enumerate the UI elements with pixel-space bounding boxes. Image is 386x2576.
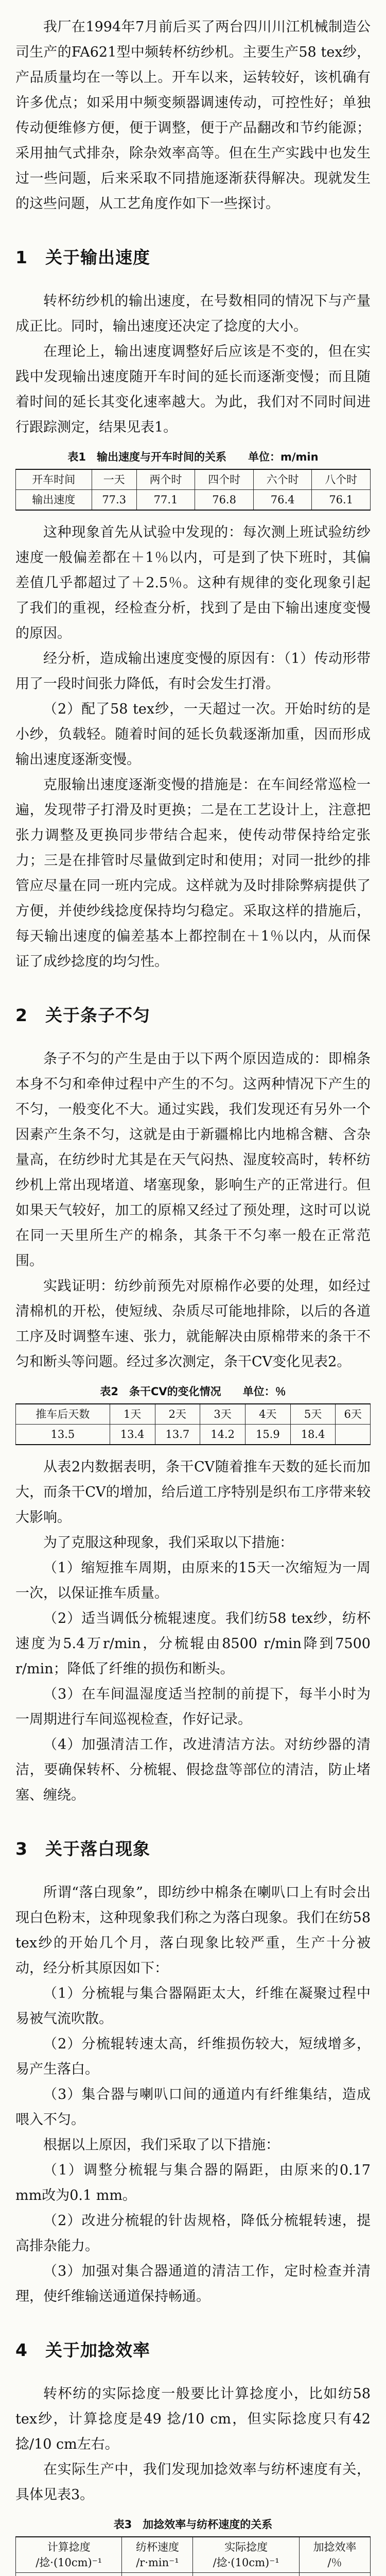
paragraph: 条子不匀的产生是由于以下两个原因造成的：即棉条本身不匀和牵伸过程中产生的不匀。这两种情况下产生的不匀，一般变化不大。通过实践，我们发现还有另外一个因素产生条不匀，这就是由于新疆棉比内地棉含糖、含杂量高，在纺纱时尤其是在天气闷热、湿度较高时，转杯纺纱机上常出现堵道、堵塞现象，影响生产的正常进行。但如果天气较好，加工的原棉又经过了预处理，这时可以说在同一天里所生产的棉条，其条干不匀率一般在正常范围。 [15,1051,371,1269]
paragraph: 克服输出速度逐渐变慢的措施是：在车间经常巡检一遍，发现带子打滑及时更换；二是在工艺设计上，注意把张力调整及更换同步带结合起来，使传动带保持给定张力；三是在排管时尽量做到定时和使用；对同一批纱的排管应尽量在同一班内完成。这样就为及时排除弊病提供了方便，并使纱线捻度保持均匀稳定。采取这样的措施后，每天输出速度的偏差基本上都控制在＋1％以内，从而保证了成纱捻度的均匀性。 [15,777,371,970]
table-header-cell: 四个时 [195,469,254,490]
table-header-cell: 纺杯速度 /r·min⁻¹ [122,2537,193,2573]
table-header-cell: 一天 [92,469,136,490]
list-item: （3）在车间温湿度适当控制的前提下，每半小时为一周期进行车间巡视检查，作好记录。 [15,1686,371,1727]
table-1 [15,469,371,511]
table-cell [299,2573,370,2576]
paragraph: 根据以上原因，我们采取了以下措施： [43,2137,279,2153]
section-heading [15,1838,371,1860]
list-item: （1）分梳辊与集合器隔距太大，纤维在凝聚过程中易被气流吹散。 [15,1986,371,2027]
table-cell: 13.7 [155,1425,200,1445]
list-item: （2）改进分梳辊的针齿规格，降低分梳辊转速，提高排杂能力。 [15,2213,371,2254]
table-header-cell: 3天 [200,1404,245,1425]
paragraph: 这种现象首先从试验中发现的：每次测上班试验纺纱速度一般偏差都在＋1％以内，可是到了快下班时，其偏差值几乎都超过了＋2.5％。这种有规律的变化现象引起了我们的重视，经检查分析，找到了是由下输出速度变慢的原因。 [15,524,371,641]
section-title: 关于条子不匀 [45,1005,150,1025]
table-cell: 76.4 [253,490,312,511]
list-item: （1）调整分梳辊与集合器的隔距，由原来的0.17 mm改为0.1 mm。 [15,2162,371,2204]
list-item: （4）加强清洁工作，改进清洁方法。对纺纱器的清洁，要确保转杯、分梳辊、假捻盘等部位的清洁，防止堵塞、缠绕。 [15,1737,371,1803]
table-header-cell: 1天 [110,1404,155,1425]
paragraph: 在实际生产中，我们发现加捻效率与纺杯速度有关，具体见表3。 [15,2462,371,2503]
table-cell: 77.3 [92,490,136,511]
table-cell [122,2573,193,2576]
table-cell [336,1425,371,1445]
table-cell [193,2573,299,2576]
table-cell: 15.9 [245,1425,290,1445]
table-cell: 13.5 [16,1425,110,1445]
paragraph: 在理论上，输出速度调整好后应该是不变的，但在实践中发现输出速度随开车时间的延长而逐渐变慢；而且随着时间的延长其变化速率越大。为此，我们对不同时间进行跟踪测定，结果见表1。 [15,344,371,435]
table-header-cell: 2天 [155,1404,200,1425]
list-item: （2）分梳辊转速太高，纤维损伤较大，短绒增多，易产生落白。 [15,2036,371,2077]
list-item: （3）集合器与喇叭口间的通道内有纤维集结，造成喂入不匀。 [15,2087,371,2128]
paragraph: 所谓“落白现象”，即纺纱中棉条在喇叭口上有时会出现白色粉末，这种现象我们称之为落白现象。我们在纺58 tex纱的开始几个月，落白现象比较严重，生产十分被动，经分析其原因如下： [15,1885,371,1976]
table-caption: 表2 条干CV的变化情况 单位：％ [100,1385,286,1398]
intro-paragraph: 我厂在1994年7月前后买了两台四川川江机械制造公司生产的FA621型中频转杯纺纱机。主要生产58 tex纱，产品质量均在一等以上。开车以来，运转较好，该机确有许多优点；如采用中频变频器调速传动，可控性好；单独传动便维修方便，便于调整，便于产品翻改和节约能源；采用抽气式排杂，除杂效率高等。但在生产实践中也发生过一些问题，后来采取不同措施逐渐获得解决。现就发生的这些问题，从工艺角度作如下一些探讨。 [15,19,371,212]
table-header-cell: 加捻效率 /％ [299,2537,370,2573]
table-caption: 表1 输出速度与开车时间的关系 单位：m/min [67,451,319,463]
table-header-cell: 计算捻度 /捻·(10cm)⁻¹ [16,2537,122,2573]
section-title: 关于输出速度 [45,247,150,267]
table-row [16,2573,371,2576]
section-heading [15,2339,371,2362]
table-3 [15,2536,371,2576]
table-header-cell: 实际捻度 /捻·(10cm)⁻¹ [193,2537,299,2573]
table-caption: 表3 加捻效率与纺杯速度的关系 [113,2518,273,2531]
table-header-cell: 八个时 [312,469,371,490]
table-header-cell: 6天 [336,1404,371,1425]
table-cell: 76.8 [195,490,254,511]
table-header-cell: 两个时 [136,469,195,490]
paragraph: 转杯纺的实际捻度一般要比计算捻度小，比如纺58 tex纱，计算捻度是49 捻/10 cm，但实际捻度只有42捻/10 cm左右。 [15,2386,371,2452]
table-2 [15,1403,371,1445]
section-number: 1 [15,247,28,267]
section-heading [15,246,371,269]
paragraph: 为了克服这种现象，我们采取以下措施： [43,1535,293,1551]
table-header-cell: 4天 [245,1404,290,1425]
table-cell: 76.1 [312,490,371,511]
section-title: 关于落白现象 [45,1839,150,1859]
table-header-cell: 推车后天数 [16,1404,110,1425]
list-item: （1）缩短推车周期，由原来的15天一次缩短为一周一次，以保证推车质量。 [15,1560,371,1601]
section-number: 2 [15,1005,28,1025]
table-header-cell: 六个时 [253,469,312,490]
table-cell: 13.4 [110,1425,155,1445]
paragraph: （2）配了58 tex纱，一天超过一次。开始时纺的是小纱，负载轻。随着时间的延长负载逐渐加重，因而形成输出速度逐渐变慢。 [15,701,371,768]
table-header-cell: 5天 [290,1404,336,1425]
list-item: （3）加强对集合器通道的清洁工作，定时检查并清理，使纤维输送通道保持畅通。 [15,2263,371,2304]
table-header-cell: 开车时间 [16,469,92,490]
section-heading [15,1004,371,1027]
paragraph: 转杯纺纱机的输出速度，在号数相同的情况下与产量成正比。同时，输出速度还决定了捻度的大小。 [15,293,371,334]
table-cell: 18.4 [290,1425,336,1445]
table-cell [16,2573,122,2576]
section-number: 4 [15,2340,28,2360]
list-item: （2）适当调低分梳辊速度。我们纺58 tex纱，纺杯速度为5.4万r/min，分梳辊由8500 r/min降到7500 r/min；降低了纤维的损伤和断头。 [15,1611,371,1677]
table-cell: 输出速度 [16,490,92,511]
table-cell: 14.2 [200,1425,245,1445]
section-number: 3 [15,1839,28,1859]
paragraph: 经分析，造成输出速度变慢的原因有：（1）传动形带用了一段时间张力降低，有时会发生打滑。 [15,651,371,692]
paragraph: 实践证明：纺纱前预先对原棉作必要的处理，如经过清棉机的开松，使短绒、杂质尽可能地排除，以后的各道工序及时调整车速、张力，就能解决由原棉带来的条干不匀和断头等问题。经过多次测定，条干CV变化见表2。 [15,1278,371,1370]
paragraph: 从表2内数据表明，条干CV随着推车天数的延长而加大，而条干CV的增加，给后道工序特别是织布工序带来较大影响。 [15,1459,371,1526]
table-cell: 77.1 [136,490,195,511]
section-title: 关于加捻效率 [45,2340,150,2360]
